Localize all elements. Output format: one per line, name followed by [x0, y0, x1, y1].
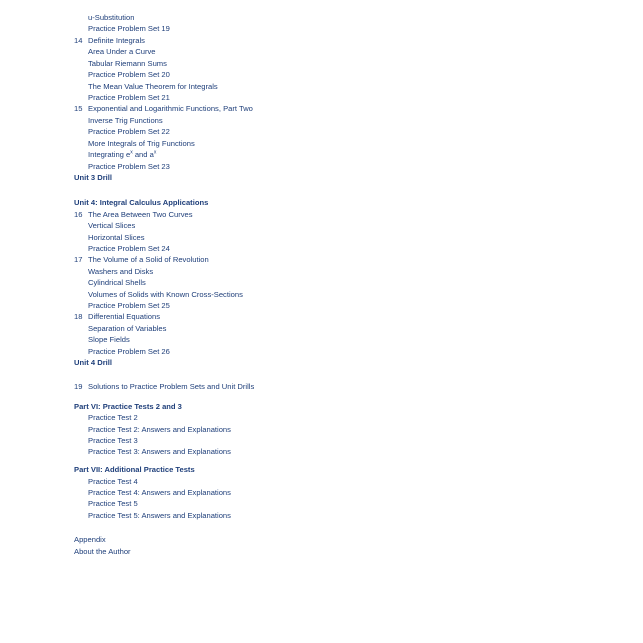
entry-title: Solutions to Practice Problem Sets and Unit Drills — [88, 382, 255, 391]
chapter-number: 15 — [74, 104, 83, 113]
entry-title: Horizontal Slices — [88, 233, 145, 242]
section-heading: Part VI: Practice Tests 2 and 3 — [74, 402, 182, 411]
section-heading: Unit 4 Drill — [74, 358, 112, 367]
entry-title: Inverse Trig Functions — [88, 116, 163, 125]
entry-title: Practice Test 4 — [88, 477, 138, 486]
entry-title: Appendix — [74, 535, 106, 544]
entry-title: Tabular Riemann Sums — [88, 59, 167, 68]
entry-title: Practice Test 4: Answers and Explanations — [88, 488, 231, 497]
entry-title: Area Under a Curve — [88, 47, 156, 56]
chapter-number: 18 — [74, 312, 83, 321]
entry-title: Practice Problem Set 23 — [88, 162, 170, 171]
entry-title: Practice Problem Set 24 — [88, 244, 170, 253]
entry-title: Practice Problem Set 19 — [88, 24, 170, 33]
entry-title: The Mean Value Theorem for Integrals — [88, 82, 218, 91]
entry-title: Practice Test 5: Answers and Explanations — [88, 511, 231, 520]
entry-title: About the Author — [74, 547, 131, 556]
entry-title: Practice Problem Set 25 — [88, 301, 170, 310]
entry-title: Vertical Slices — [88, 221, 136, 230]
entry-title: Practice Problem Set 20 — [88, 70, 170, 79]
entry-title: Practice Test 2: Answers and Explanations — [88, 425, 231, 434]
chapter-number: 19 — [74, 382, 83, 391]
entry-title: Differential Equations — [88, 312, 161, 321]
entry-title: Cylindrical Shells — [88, 278, 146, 287]
entry-title: Practice Test 3 — [88, 436, 138, 445]
entry-title: Practice Test 3: Answers and Explanations — [88, 447, 231, 456]
entry-title: Integrating $e^x$ and $a^x$ — [88, 149, 157, 159]
section-heading: Part VII: Additional Practice Tests — [74, 465, 195, 474]
superscript: x — [130, 149, 133, 156]
section-heading: Unit 3 Drill — [74, 173, 112, 182]
entry-title: Practice Test 2 — [88, 413, 138, 422]
entry-title: Definite Integrals — [88, 36, 145, 45]
entry-title: Separation of Variables — [88, 324, 167, 333]
entry-title: Practice Test 5 — [88, 499, 138, 508]
chapter-number: 14 — [74, 36, 83, 45]
entry-title: u-Substitution — [88, 13, 135, 22]
entry-title: Practice Problem Set 21 — [88, 93, 170, 102]
entry-title: Exponential and Logarithmic Functions, Part Two — [88, 104, 253, 113]
chapter-number: 16 — [74, 210, 83, 219]
section-heading: Unit 4: Integral Calculus Applications — [74, 198, 209, 207]
entry-title: Washers and Disks — [88, 267, 154, 276]
entry-title: Practice Problem Set 26 — [88, 347, 170, 356]
chapter-number: 17 — [74, 255, 83, 264]
entry-title: Slope Fields — [88, 335, 130, 344]
entry-title: The Volume of a Solid of Revolution — [88, 255, 209, 264]
superscript: x — [153, 149, 157, 156]
entry-title: More Integrals of Trig Functions — [88, 139, 195, 148]
entry-title: Practice Problem Set 22 — [88, 127, 170, 136]
entry-title: The Area Between Two Curves — [88, 210, 193, 219]
entry-title: Volumes of Solids with Known Cross-Sections — [88, 290, 243, 299]
